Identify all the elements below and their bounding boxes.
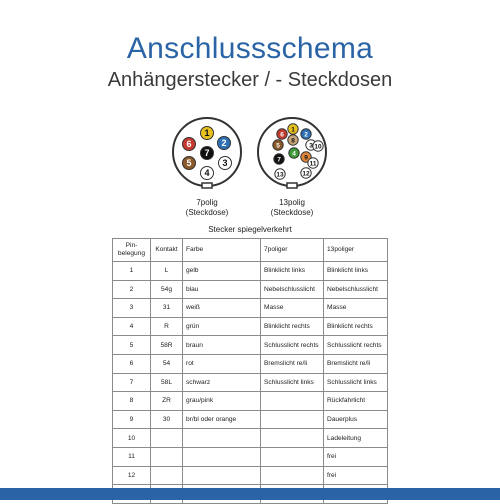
table-cell: 2: [113, 280, 151, 299]
table-row: [113, 280, 388, 299]
connector-13-pin-diagram: [255, 115, 329, 189]
table-cell: 30: [151, 410, 183, 429]
table-cell: 4: [113, 317, 151, 336]
pin-assignment-table: [112, 238, 388, 504]
table-cell: Nebelschlusslicht: [261, 280, 324, 299]
table-cell: Bremslicht re/li: [324, 354, 388, 373]
table-cell: blau: [183, 280, 261, 299]
pin-number: 5: [276, 142, 280, 150]
table-caption: Stecker spiegelverkehrt: [208, 225, 292, 234]
table-cell: 54g: [151, 280, 183, 299]
connector-pin: [201, 167, 214, 180]
table-row: [113, 373, 388, 392]
table-row: [113, 429, 388, 448]
table-cell: 58L: [151, 373, 183, 392]
pin-number: 7: [277, 156, 281, 164]
connector-13-caption: [242, 198, 342, 218]
table-cell: grün: [183, 317, 261, 336]
table-row: [113, 410, 388, 429]
table-cell: Schlusslicht links: [324, 373, 388, 392]
pin-number: 5: [186, 158, 192, 169]
pin-number: 2: [304, 131, 308, 139]
table-cell: Masse: [324, 299, 388, 318]
table-cell: [261, 410, 324, 429]
connector-pin: [201, 127, 214, 140]
table-cell: [261, 466, 324, 485]
table-header-cell: 13poliger: [324, 239, 388, 262]
table-row: [113, 299, 388, 318]
table-cell: [261, 392, 324, 411]
connector-key-notch: [287, 183, 297, 188]
connector-13-caption-line1: 13polig: [279, 198, 305, 207]
pin-number: 11: [309, 160, 317, 168]
table-row: [113, 392, 388, 411]
pin-number: 1: [291, 126, 295, 134]
table-cell: Blinklicht rechts: [261, 317, 324, 336]
table-cell: braun: [183, 336, 261, 355]
connector-7-pin-diagram: [170, 115, 244, 189]
pin-number: 10: [314, 143, 322, 151]
table-header-cell: Kontakt: [151, 239, 183, 262]
table-cell: [183, 466, 261, 485]
pin-number: 7: [204, 148, 210, 159]
table-body: [113, 262, 388, 504]
table-cell: Dauerplus: [324, 410, 388, 429]
table-cell: R: [151, 317, 183, 336]
table-cell: grau/pink: [183, 392, 261, 411]
table-cell: [151, 466, 183, 485]
bottom-accent-bar: [0, 488, 500, 500]
table-cell: br/bl oder orange: [183, 410, 261, 429]
table-cell: L: [151, 262, 183, 281]
table-cell: Blinklicht links: [261, 262, 324, 281]
table-cell: [261, 447, 324, 466]
pin-number: 4: [292, 150, 296, 158]
table-cell: 3: [113, 299, 151, 318]
table-cell: Rückfahrlicht: [324, 392, 388, 411]
table-cell: 5: [113, 336, 151, 355]
connector-pin: [183, 157, 196, 170]
pin-number: 2: [221, 138, 227, 149]
table-cell: rot: [183, 354, 261, 373]
connector-pin: [313, 141, 323, 151]
table-cell: 1: [113, 262, 151, 281]
table-row: [113, 466, 388, 485]
table-cell: [183, 429, 261, 448]
table-cell: 9: [113, 410, 151, 429]
table-cell: Masse: [261, 299, 324, 318]
table-cell: 11: [113, 447, 151, 466]
pin-number: 9: [304, 154, 308, 162]
table-cell: weiß: [183, 299, 261, 318]
table-cell: Blinklicht links: [324, 262, 388, 281]
pin-number: 12: [302, 170, 310, 178]
pin-number: 8: [291, 137, 295, 145]
table-cell: Blinklicht rechts: [324, 317, 388, 336]
table-header-cell: 7poliger: [261, 239, 324, 262]
table-cell: [151, 447, 183, 466]
pin-number: 3: [222, 158, 228, 169]
table-cell: schwarz: [183, 373, 261, 392]
table-cell: 12: [113, 466, 151, 485]
table-cell: 8: [113, 392, 151, 411]
table-header-cell: Pin- belegung: [113, 239, 151, 262]
table-cell: Nebelschlusslicht: [324, 280, 388, 299]
table-cell: frei: [324, 447, 388, 466]
table-cell: Bremslicht re/li: [261, 354, 324, 373]
table-cell: Schlusslicht rechts: [261, 336, 324, 355]
connector-pin: [183, 138, 196, 151]
pin-number: 6: [186, 139, 192, 150]
connector-pin: [308, 158, 318, 168]
table-cell: [183, 447, 261, 466]
connector-7-caption-line1: 7polig: [196, 198, 218, 207]
connector-pin: [288, 124, 298, 134]
table-header-row: [113, 239, 388, 262]
connector-pin: [274, 154, 284, 164]
page-title: Anschlussschema: [126, 32, 374, 65]
table-cell: frei: [324, 466, 388, 485]
pin-number: 4: [204, 168, 210, 179]
table-row: [113, 262, 388, 281]
table-cell: 7: [113, 373, 151, 392]
table-row: [113, 354, 388, 373]
table-cell: Schlusslicht rechts: [324, 336, 388, 355]
connector-pin: [219, 157, 232, 170]
table-cell: 31: [151, 299, 183, 318]
connector-pin: [273, 140, 283, 150]
connector-pin: [288, 135, 298, 145]
table-cell: Ladeleitung: [324, 429, 388, 448]
connector-7-caption-line2: (Steckdose): [185, 208, 229, 217]
connector-key-notch: [202, 183, 212, 188]
table-cell: gelb: [183, 262, 261, 281]
connector-pin: [201, 147, 214, 160]
connector-pin: [275, 169, 285, 179]
pin-number: 13: [276, 171, 284, 179]
table-cell: [151, 429, 183, 448]
connector-pin: [277, 129, 287, 139]
table-cell: 58R: [151, 336, 183, 355]
table-cell: ZR: [151, 392, 183, 411]
connector-pin: [301, 129, 311, 139]
table-cell: 10: [113, 429, 151, 448]
pin-number: 6: [280, 131, 284, 139]
table-row: [113, 317, 388, 336]
connector-7-pin-icon: [170, 115, 244, 189]
page-subtitle: Anhängerstecker / - Steckdosen: [107, 69, 393, 91]
pin-number: 3: [309, 142, 313, 150]
connector-pin: [289, 148, 299, 158]
table-cell: [261, 429, 324, 448]
table-cell: Schlusslicht links: [261, 373, 324, 392]
table-cell: 54: [151, 354, 183, 373]
table-row: [113, 336, 388, 355]
connector-13-caption-line2: (Steckdose): [270, 208, 314, 217]
pin-number: 1: [204, 128, 210, 139]
table-row: [113, 447, 388, 466]
connector-pin: [301, 168, 311, 178]
table-cell: 6: [113, 354, 151, 373]
connector-pin: [218, 137, 231, 150]
table-header-cell: Farbe: [183, 239, 261, 262]
connector-13-pin-icon: [255, 115, 329, 189]
